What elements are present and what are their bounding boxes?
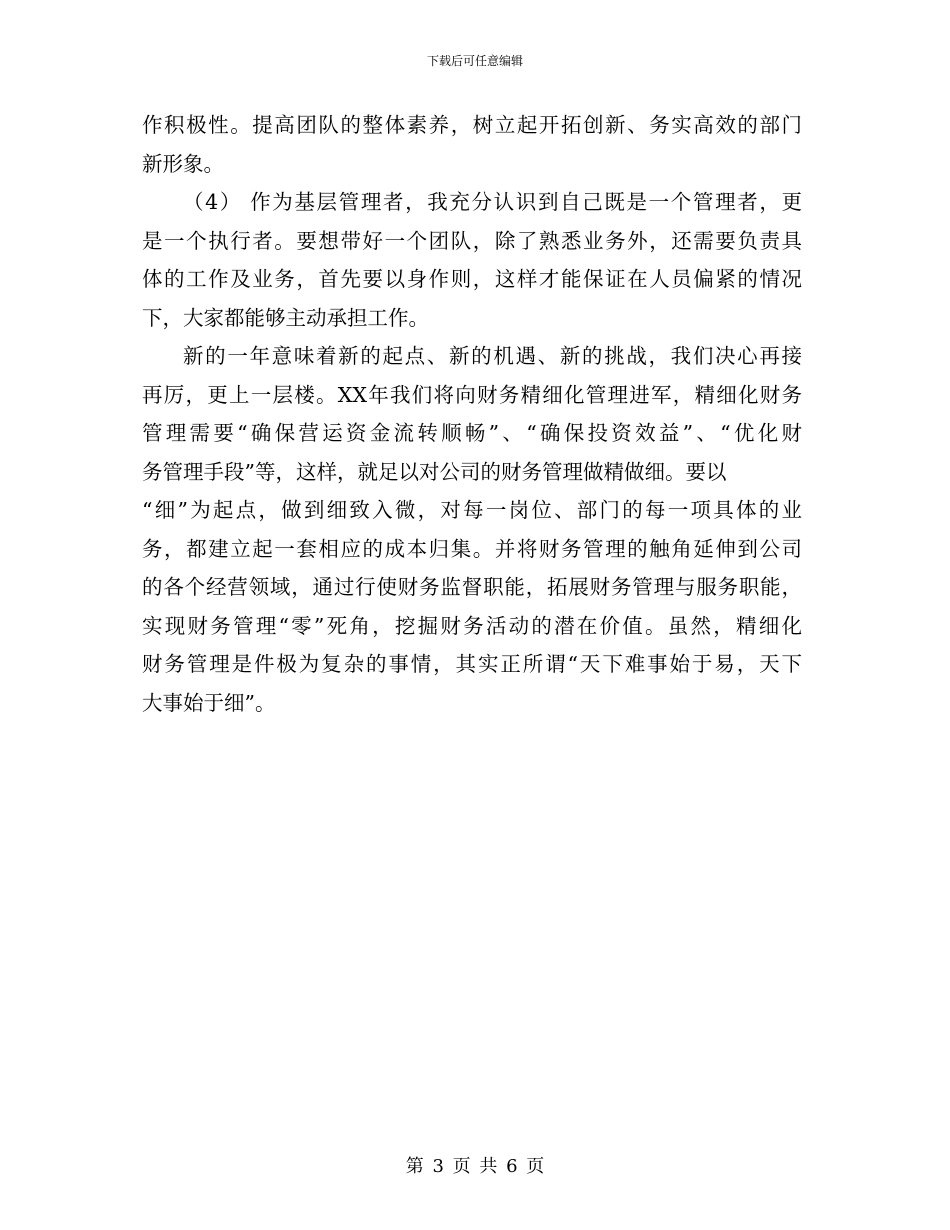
text-line: 是一个执行者。要想带好一个团队，除了熟悉业务外，还需要负责具 [142, 228, 802, 253]
text-line: “细”为起点，做到细致入微，对每一岗位、部门的每一项具体的业 [142, 498, 802, 522]
paragraph-2 [142, 183, 802, 337]
paragraph-1 [142, 106, 802, 183]
text-line: 务，都建立起一套相应的成本归集。并将财务管理的触角延伸到公司 [142, 536, 802, 561]
paragraph-3 [142, 337, 802, 722]
text-line: 新形象。 [142, 151, 224, 176]
text-line: 财务管理是件极为复杂的事情，其实正所谓“天下难事始于易，天下 [142, 652, 802, 676]
page-footer: 第 3 页 共 6 页 [405, 1156, 545, 1177]
text-line: 再厉，更上一层楼。XX年我们将向财务精细化管理进军，精细化财务 [142, 382, 802, 407]
text-line: 体的工作及业务，首先要以身作则，这样才能保证在人员偏紧的情况 [142, 267, 802, 291]
page-header: 下载后可任意编辑 [426, 54, 523, 68]
text-line: 的各个经营领域，通过行使财务监督职能，拓展财务管理与服务职能， [142, 575, 802, 599]
text-line: 作积极性。提高团队的整体素养，树立起开拓创新、务实高效的部门 [142, 113, 802, 137]
text-line: 大事始于细”。 [142, 690, 276, 715]
text-line: 下，大家都能够主动承担工作。 [142, 305, 429, 330]
text-line: 新的一年意味着新的起点、新的机遇、新的挑战，我们决心再接 [183, 344, 802, 368]
text-line: 务管理手段”等，这样，就足以对公司的财务管理做精做细。要以 [142, 459, 727, 484]
text-line: 管理需要“确保营运资金流转顺畅”、“确保投资效益”、“优化财 [142, 421, 802, 445]
document-body [142, 106, 802, 722]
text-line: 实现财务管理“零”死角，挖掘财务活动的潜在价值。虽然，精细化 [142, 613, 802, 638]
text-line: （4） 作为基层管理者，我充分认识到自己既是一个管理者，更 [183, 190, 802, 214]
